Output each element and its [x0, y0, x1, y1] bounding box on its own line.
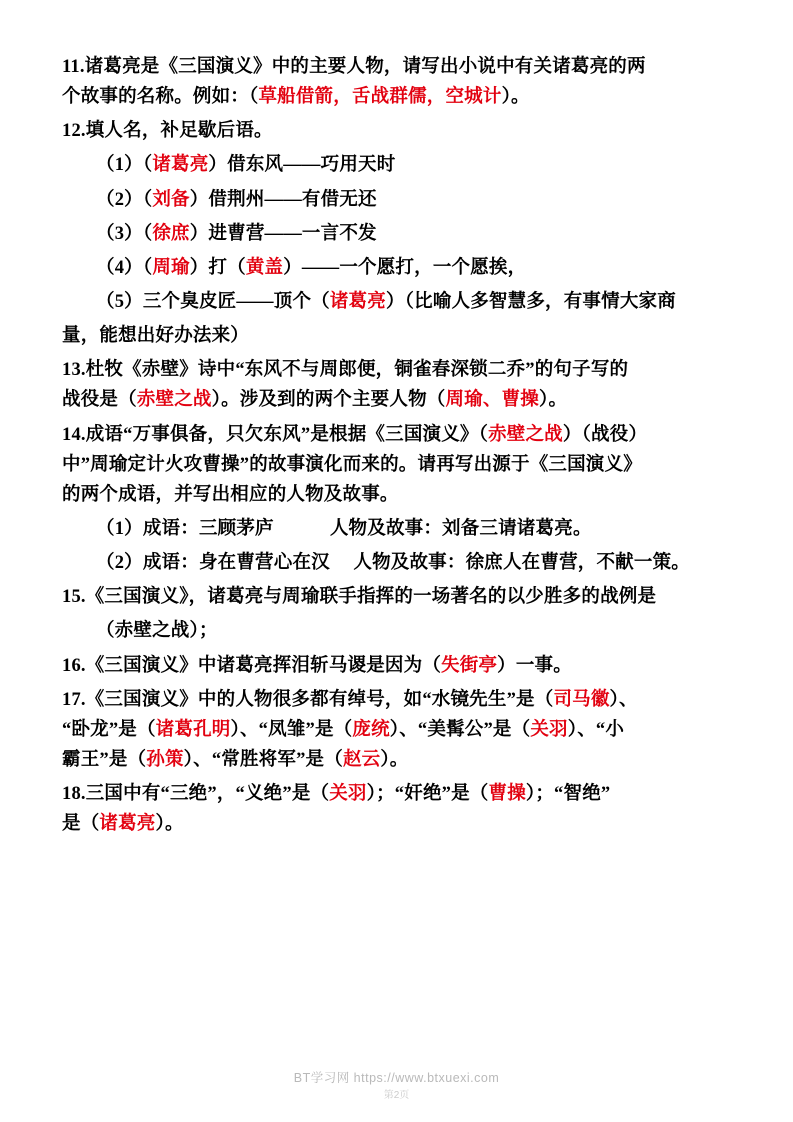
answer-text: 周瑜	[152, 257, 190, 278]
text-line	[62, 715, 731, 745]
question-text: （4）（	[96, 257, 153, 278]
question-text: ）、“小	[567, 719, 625, 740]
question-list	[62, 52, 731, 839]
question-text: 霸王”是（	[62, 749, 147, 770]
text-line	[96, 548, 731, 578]
text-line	[62, 420, 731, 450]
answer-text: 失街亭	[441, 655, 498, 676]
text-line	[96, 185, 731, 215]
text-line	[96, 287, 731, 317]
question-text: ）。	[155, 814, 184, 835]
answer-text: 司马徽	[553, 689, 610, 710]
text-line	[62, 116, 731, 146]
answer-text: 刘备	[152, 189, 190, 210]
question-block	[62, 355, 731, 415]
text-line	[96, 616, 731, 646]
question-text: 的两个成语，并写出相应的人物及故事。	[62, 484, 399, 505]
question-text: （3）（	[96, 223, 153, 244]
answer-text: 草船借箭，舌战群儒，空城计	[258, 87, 502, 108]
footer-watermark: BT学习网 https://www.btxuexi.com	[293, 1071, 500, 1085]
question-block	[62, 514, 731, 544]
question-text: 18.三国中有“三绝”，“义绝”是（	[62, 784, 330, 805]
question-text: ）。涉及到的两个主要人物（	[211, 390, 446, 411]
text-line	[62, 321, 731, 351]
answer-text: 徐庶	[152, 223, 190, 244]
question-text: 个故事的名称。例如：（	[62, 87, 259, 108]
question-text: ）；“奸绝”是（	[366, 784, 489, 805]
question-text: ）；“智绝”	[525, 784, 611, 805]
question-text: ）（比喻人多智慧多，有事情大家商	[385, 291, 676, 312]
question-block	[62, 287, 731, 317]
text-line	[62, 745, 731, 775]
question-text: “卧龙”是（	[62, 719, 156, 740]
answer-text: 诸葛孔明	[155, 719, 231, 740]
question-text: （1）成语：三顾茅庐 人物及故事：刘备三请诸葛亮。	[96, 518, 592, 539]
question-text: 量，能想出好办法来）	[62, 326, 250, 347]
question-text: ）。	[539, 390, 568, 411]
text-line	[62, 779, 731, 809]
question-block	[62, 116, 731, 146]
question-block	[62, 420, 731, 510]
answer-text: 关羽	[329, 784, 367, 805]
page-number: 第2页	[383, 1090, 410, 1101]
question-text: ）。	[501, 87, 530, 108]
answer-text: 赤壁之战	[488, 424, 563, 445]
question-text: 11.诸葛亮是《三国演义》中的主要人物，请写出小说中有关诸葛亮的两	[62, 57, 646, 77]
question-text: （5）三个臭皮匠——顶个（	[96, 291, 330, 312]
question-block	[62, 52, 731, 112]
question-text: 13.杜牧《赤壁》诗中“东风不与周郎便，铜雀春深锁二乔”的句子写的	[62, 360, 629, 381]
answer-text: 赵云	[342, 749, 381, 770]
question-text: 17.《三国演义》中的人物很多都有绰号，如“水镜先生”是（	[62, 689, 554, 710]
answer-text: 孙策	[146, 749, 184, 770]
question-text: （2）（	[96, 189, 153, 210]
answer-text: 庞统	[352, 719, 390, 740]
question-text: ）、“凤雏”是（	[230, 719, 353, 740]
question-text: ）一事。	[497, 655, 572, 676]
question-text: ）、“美髯公”是（	[389, 719, 531, 740]
text-line	[62, 450, 731, 480]
question-text: 16.《三国演义》中诸葛亮挥泪斩马谡是因为（	[62, 655, 442, 676]
text-line	[62, 355, 731, 385]
question-text: （1）（	[96, 155, 153, 176]
question-text: ）打（	[189, 257, 246, 278]
text-line	[96, 253, 731, 283]
question-text: 是（	[62, 814, 100, 835]
question-text: 中”周瑜定计火攻曹操”的故事演化而来的。请再写出源于《三国演义》	[62, 454, 642, 475]
question-block	[62, 219, 731, 249]
text-line	[62, 685, 731, 715]
answer-text: 赤壁之战	[136, 390, 212, 411]
text-line	[62, 809, 731, 839]
answer-text: 诸葛亮	[329, 291, 386, 312]
question-text: （赤壁之战）；	[96, 621, 218, 642]
question-text: ）进曹营——一言不发	[189, 223, 377, 244]
question-text: 15.《三国演义》，诸葛亮与周瑜联手指挥的一场著名的以少胜多的战例是	[62, 587, 657, 608]
question-block	[62, 253, 731, 283]
question-text: 战役是（	[62, 390, 137, 411]
question-block	[62, 685, 731, 775]
text-line	[96, 514, 731, 544]
text-line	[62, 651, 731, 681]
answer-text: 诸葛亮	[99, 814, 156, 835]
text-line	[96, 150, 731, 180]
text-line	[62, 480, 731, 510]
question-text: ）。	[380, 749, 409, 770]
question-block	[62, 185, 731, 215]
question-block	[62, 150, 731, 180]
question-text: ）借荆州——有借无还	[189, 189, 377, 210]
question-text: （2）成语：身在曹营心在汉 人物及故事：徐庶人在曹营，不献一策。	[96, 553, 690, 574]
question-block	[62, 548, 731, 578]
question-block	[62, 582, 731, 612]
answer-text: 曹操	[488, 784, 526, 805]
answer-text: 关羽	[530, 719, 568, 740]
text-line	[96, 219, 731, 249]
answer-text: 诸葛亮	[152, 155, 209, 176]
text-line	[62, 385, 731, 415]
question-block	[62, 651, 731, 681]
question-text: ）、“常胜将军”是（	[183, 749, 343, 770]
text-line	[62, 52, 731, 82]
question-block	[62, 779, 731, 839]
question-text: ）借东风——巧用天时	[208, 155, 396, 176]
question-text: 12.填人名，补足歇后语。	[62, 121, 273, 142]
text-line	[62, 82, 731, 112]
question-block	[62, 321, 731, 351]
text-line	[62, 582, 731, 612]
question-text: ）（战役）	[562, 424, 648, 445]
question-text: ）、	[609, 689, 638, 710]
question-block	[62, 616, 731, 646]
question-text: 14.成语“万事俱备，只欠东风”是根据《三国演义》（	[62, 424, 489, 445]
answer-text: 黄盖	[245, 257, 284, 278]
question-text: ）——一个愿打，一个愿挨，	[283, 257, 527, 278]
answer-text: 周瑜、曹操	[445, 390, 539, 411]
